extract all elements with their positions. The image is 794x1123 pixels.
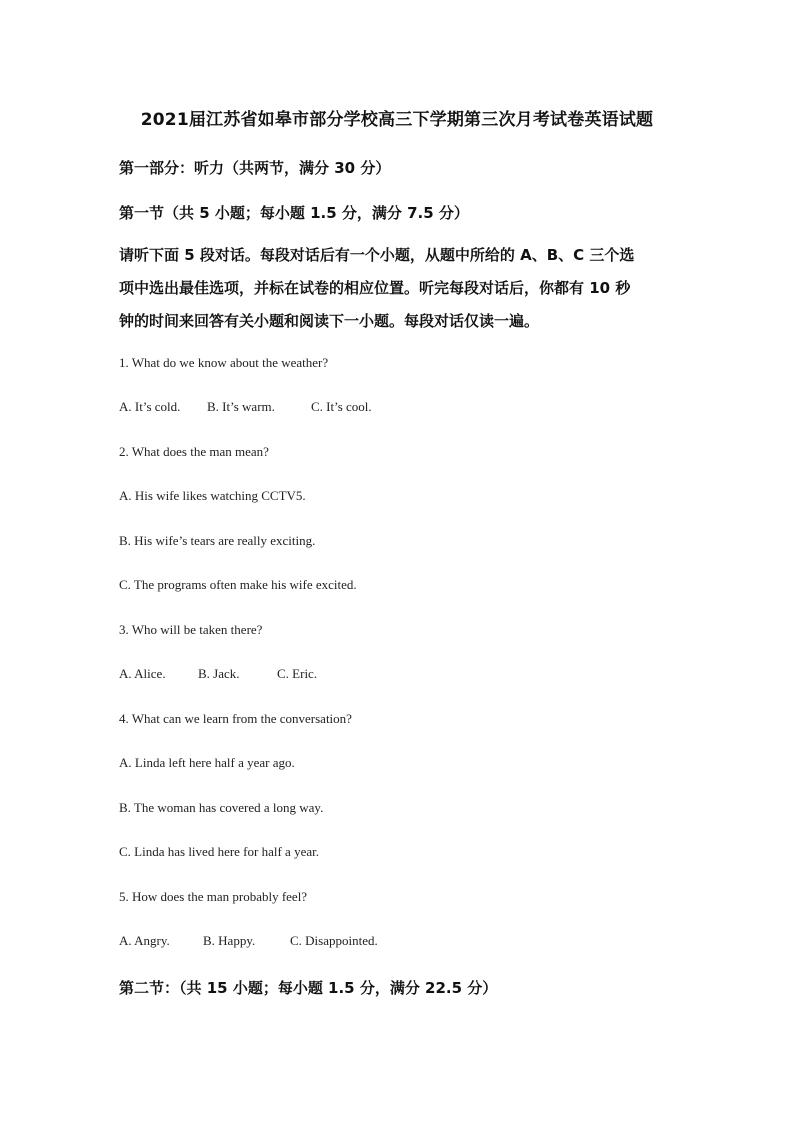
part1-heading: 第一部分：听力（共两节，满分 30 分） bbox=[119, 159, 391, 177]
option-a: A. It’s cold. bbox=[119, 399, 181, 414]
option-b: B. The woman has covered a long way. bbox=[119, 800, 324, 815]
option-b: B. His wife’s tears are really exciting. bbox=[119, 533, 316, 548]
option-b: B. Jack. bbox=[198, 666, 240, 681]
question-5: 5. How does the man probably feel? bbox=[119, 889, 308, 904]
option-b: B. Happy. bbox=[203, 933, 256, 948]
question-4: 4. What can we learn from the conversation? bbox=[119, 711, 352, 726]
option-a: A. Angry. bbox=[119, 933, 170, 948]
question-3: 3. Who will be taken there? bbox=[119, 622, 263, 637]
instructions-line: 项中选出最佳选项，并标在试卷的相应位置。听完每段对话后，你都有 10 秒 bbox=[119, 279, 631, 297]
instructions bbox=[119, 239, 679, 338]
question-3-options bbox=[119, 666, 317, 682]
question-2: 2. What does the man mean? bbox=[119, 444, 269, 459]
document-title: 2021届江苏省如皋市部分学校高三下学期第三次月考试卷英语试题 bbox=[140, 110, 654, 130]
question-1-options bbox=[119, 399, 372, 415]
option-c: C. Linda has lived here for half a year. bbox=[119, 844, 319, 859]
question-5-options bbox=[119, 933, 378, 949]
section2-heading: 第二节：（共 15 小题；每小题 1.5 分，满分 22.5 分） bbox=[119, 979, 498, 997]
option-c: C. Disappointed. bbox=[290, 933, 378, 948]
section1-heading: 第一节（共 5 小题；每小题 1.5 分，满分 7.5 分） bbox=[119, 204, 469, 222]
option-b: B. It’s warm. bbox=[207, 399, 275, 414]
instructions-line: 钟的时间来回答有关小题和阅读下一小题。每段对话仅读一遍。 bbox=[119, 312, 540, 330]
option-c: C. Eric. bbox=[277, 666, 318, 681]
option-c: C. It’s cool. bbox=[311, 399, 372, 414]
option-a: A. Alice. bbox=[119, 666, 166, 681]
option-a: A. Linda left here half a year ago. bbox=[119, 755, 295, 770]
instructions-line: 请听下面 5 段对话。每段对话后有一个小题，从题中所给的 A、B、C 三个选 bbox=[119, 246, 635, 264]
option-a: A. His wife likes watching CCTV5. bbox=[119, 488, 306, 503]
option-c: C. The programs often make his wife excited. bbox=[119, 577, 357, 592]
question-1: 1. What do we know about the weather? bbox=[119, 355, 329, 370]
